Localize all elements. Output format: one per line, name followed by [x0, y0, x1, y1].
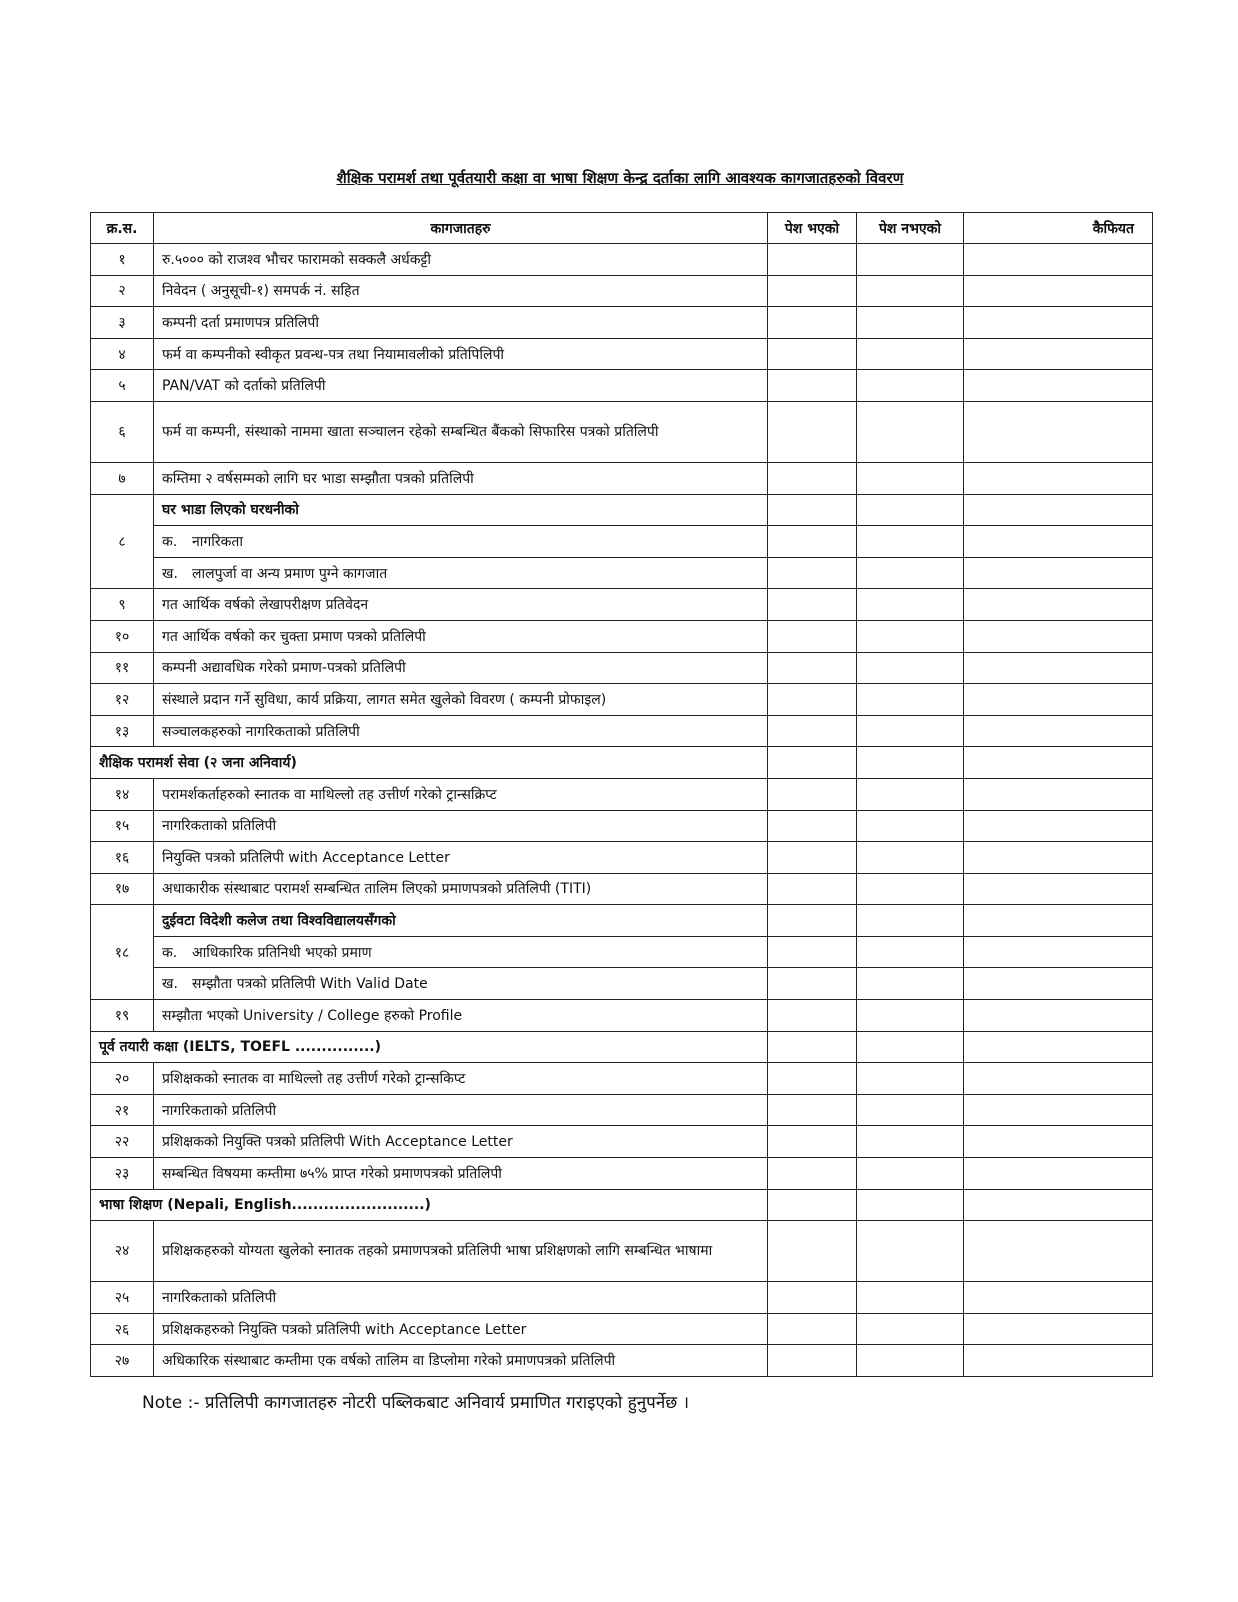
remarks-cell[interactable]	[964, 1158, 1153, 1190]
not-submitted-cell[interactable]	[857, 494, 964, 526]
row-sn: २४	[91, 1221, 154, 1282]
table-row	[91, 1158, 1153, 1190]
not-submitted-cell[interactable]	[857, 684, 964, 716]
remarks-cell[interactable]	[964, 652, 1153, 684]
subrow-document	[154, 557, 768, 589]
row-document: सम्झौता भएको University / College हरुको Profile	[154, 1000, 768, 1032]
not-submitted-cell[interactable]	[857, 307, 964, 339]
not-submitted-cell[interactable]	[857, 1158, 964, 1190]
not-submitted-cell[interactable]	[857, 842, 964, 874]
header-remarks: कैफियत	[964, 213, 1153, 244]
not-submitted-cell[interactable]	[857, 936, 964, 968]
row-sn: १६	[91, 842, 154, 874]
row-document: अधिकारिक संस्थाबाट कम्तीमा एक वर्षको तालिम वा डिप्लोमा गरेको प्रमाणपत्रको प्रतिलिपी	[154, 1345, 768, 1377]
row-document: प्रशिक्षकहरुको नियुक्ति पत्रको प्रतिलिपी with Acceptance Letter	[154, 1313, 768, 1345]
not-submitted-cell[interactable]	[857, 620, 964, 652]
remarks-cell[interactable]	[964, 905, 1153, 937]
table-row	[91, 842, 1153, 874]
table-subrow	[91, 557, 1153, 589]
row-sn: ७	[91, 462, 154, 494]
remarks-cell[interactable]	[964, 1221, 1153, 1282]
row-sn: २०	[91, 1063, 154, 1095]
table-row	[91, 338, 1153, 370]
row-document: नियुक्ति पत्रको प्रतिलिपी with Acceptance Letter	[154, 842, 768, 874]
subrow-document	[154, 968, 768, 1000]
submitted-cell[interactable]	[768, 842, 857, 874]
remarks-cell[interactable]	[964, 873, 1153, 905]
remarks-cell[interactable]	[964, 557, 1153, 589]
sub-text: लालपुर्जा वा अन्य प्रमाण पुग्ने कागजात	[192, 565, 388, 582]
row-document: फर्म वा कम्पनी, संस्थाको नाममा खाता सञ्चालन रहेको सम्बन्धित बैंकको सिफारिस पत्रको प्रतिलिपी	[154, 401, 768, 462]
row-sn: २१	[91, 1094, 154, 1126]
row-document: गत आर्थिक वर्षको लेखापरीक्षण प्रतिवेदन	[154, 589, 768, 621]
not-submitted-cell[interactable]	[857, 747, 964, 779]
submitted-cell[interactable]	[768, 494, 857, 526]
remarks-cell[interactable]	[964, 338, 1153, 370]
table-row	[91, 1282, 1153, 1314]
remarks-cell[interactable]	[964, 589, 1153, 621]
sub-text: आधिकारिक प्रतिनिधी भएको प्रमाण	[192, 944, 372, 961]
remarks-cell[interactable]	[964, 370, 1153, 402]
row-document: नागरिकताको प्रतिलिपी	[154, 1282, 768, 1314]
sub-text: सम्झौता पत्रको प्रतिलिपी With Valid Date	[192, 976, 428, 993]
row-sn: ९	[91, 589, 154, 621]
table-header-row	[91, 213, 1153, 244]
submitted-cell[interactable]	[768, 652, 857, 684]
submitted-cell[interactable]	[768, 1313, 857, 1345]
row-sn: १२	[91, 684, 154, 716]
sub-mark: ख.	[162, 976, 178, 993]
table-row	[91, 401, 1153, 462]
table-row	[91, 810, 1153, 842]
table-row	[91, 1126, 1153, 1158]
table-row	[91, 1221, 1153, 1282]
submitted-cell[interactable]	[768, 557, 857, 589]
row-document: रु.५००० को राजश्व भौचर फारामको सक्कलै अर्धकट्टी	[154, 244, 768, 276]
row-sn: १३	[91, 715, 154, 747]
submitted-cell[interactable]	[768, 1031, 857, 1063]
row-sn: ४	[91, 338, 154, 370]
remarks-cell[interactable]	[964, 1000, 1153, 1032]
remarks-cell[interactable]	[964, 778, 1153, 810]
section-row	[91, 747, 1153, 779]
header-sn: क्र.स.	[91, 213, 154, 244]
section-row	[91, 1189, 1153, 1221]
submitted-cell[interactable]	[768, 1282, 857, 1314]
subrow-document	[154, 936, 768, 968]
submitted-cell[interactable]	[768, 620, 857, 652]
submitted-cell[interactable]	[768, 1189, 857, 1221]
remarks-cell[interactable]	[964, 1313, 1153, 1345]
table-row	[91, 778, 1153, 810]
row-document: सम्बन्धित विषयमा कम्तीमा ७५% प्राप्त गरेको प्रमाणपत्रको प्रतिलिपी	[154, 1158, 768, 1190]
remarks-cell[interactable]	[964, 747, 1153, 779]
section-heading-consulting: शैक्षिक परामर्श सेवा (२ जना अनिवार्य)	[91, 747, 768, 779]
remarks-cell[interactable]	[964, 401, 1153, 462]
row-group-heading: घर भाडा लिएको घरधनीको	[154, 494, 768, 526]
remarks-cell[interactable]	[964, 494, 1153, 526]
remarks-cell[interactable]	[964, 1031, 1153, 1063]
row-sn: ११	[91, 652, 154, 684]
remarks-cell[interactable]	[964, 244, 1153, 276]
not-submitted-cell[interactable]	[857, 905, 964, 937]
table-subrow	[91, 526, 1153, 558]
table-subrow	[91, 936, 1153, 968]
row-sn: १४	[91, 778, 154, 810]
not-submitted-cell[interactable]	[857, 1126, 964, 1158]
row-group-heading: दुईवटा विदेशी कलेज तथा विश्वविद्यालयसँगको	[154, 905, 768, 937]
row-document: फर्म वा कम्पनीको स्वीकृत प्रवन्ध-पत्र तथा नियामावलीको प्रतिपिलिपी	[154, 338, 768, 370]
row-document: संस्थाले प्रदान गर्ने सुविधा, कार्य प्रक्रिया, लागत समेत खुलेको विवरण ( कम्पनी प्रोफाइल)	[154, 684, 768, 716]
remarks-cell[interactable]	[964, 1282, 1153, 1314]
not-submitted-cell[interactable]	[857, 715, 964, 747]
section-heading-language: भाषा शिक्षण (Nepali, English.........................)	[91, 1189, 768, 1221]
row-sn: ६	[91, 401, 154, 462]
submitted-cell[interactable]	[768, 684, 857, 716]
sub-mark: क.	[162, 533, 178, 550]
header-submitted: पेश भएको	[768, 213, 857, 244]
not-submitted-cell[interactable]	[857, 244, 964, 276]
section-heading-preparation: पूर्व तयारी कक्षा (IELTS, TOEFL ...............)	[91, 1031, 768, 1063]
row-document: प्रशिक्षकको स्नातक वा माथिल्लो तह उत्तीर्ण गरेको ट्रान्सकिप्ट	[154, 1063, 768, 1095]
row-sn: ३	[91, 307, 154, 339]
table-row	[91, 494, 1153, 526]
row-document: नागरिकताको प्रतिलिपी	[154, 1094, 768, 1126]
row-document: अधाकारीक संस्थाबाट परामर्श सम्बन्धित तालिम लिएको प्रमाणपत्रको प्रतिलिपी (TITI)	[154, 873, 768, 905]
submitted-cell[interactable]	[768, 905, 857, 937]
row-document: PAN/VAT को दर्ताको प्रतिलिपी	[154, 370, 768, 402]
table-row	[91, 307, 1153, 339]
table-row	[91, 462, 1153, 494]
remarks-cell[interactable]	[964, 526, 1153, 558]
not-submitted-cell[interactable]	[857, 1313, 964, 1345]
row-document: कम्तिमा २ वर्षसम्मको लागि घर भाडा सम्झौता पत्रको प्रतिलिपी	[154, 462, 768, 494]
submitted-cell[interactable]	[768, 873, 857, 905]
row-sn: १८	[91, 905, 154, 1000]
submitted-cell[interactable]	[768, 968, 857, 1000]
submitted-cell[interactable]	[768, 1221, 857, 1282]
header-not-submitted: पेश नभएको	[857, 213, 964, 244]
row-sn: २७	[91, 1345, 154, 1377]
row-sn: १७	[91, 873, 154, 905]
remarks-cell[interactable]	[964, 1345, 1153, 1377]
remarks-cell[interactable]	[964, 1063, 1153, 1095]
remarks-cell[interactable]	[964, 307, 1153, 339]
header-documents: कागजातहरु	[154, 213, 768, 244]
submitted-cell[interactable]	[768, 307, 857, 339]
not-submitted-cell[interactable]	[857, 1189, 964, 1221]
table-row	[91, 1313, 1153, 1345]
submitted-cell[interactable]	[768, 338, 857, 370]
row-sn: ८	[91, 494, 154, 589]
not-submitted-cell[interactable]	[857, 401, 964, 462]
not-submitted-cell[interactable]	[857, 1094, 964, 1126]
remarks-cell[interactable]	[964, 620, 1153, 652]
submitted-cell[interactable]	[768, 747, 857, 779]
submitted-cell[interactable]	[768, 1000, 857, 1032]
row-document: गत आर्थिक वर्षको कर चुक्ता प्रमाण पत्रको प्रतिलिपी	[154, 620, 768, 652]
table-subrow	[91, 968, 1153, 1000]
remarks-cell[interactable]	[964, 810, 1153, 842]
submitted-cell[interactable]	[768, 936, 857, 968]
row-sn: ५	[91, 370, 154, 402]
not-submitted-cell[interactable]	[857, 1345, 964, 1377]
not-submitted-cell[interactable]	[857, 1031, 964, 1063]
table-row	[91, 684, 1153, 716]
table-row	[91, 620, 1153, 652]
submitted-cell[interactable]	[768, 715, 857, 747]
submitted-cell[interactable]	[768, 1345, 857, 1377]
footer-note: Note :- प्रतिलिपी कागजातहरु नोटरी पब्लिकबाट अनिवार्य प्रमाणित गराइएको हुनुपर्नेछ ।	[142, 1393, 690, 1413]
row-document: निवेदन ( अनुसूची-१) समपर्क नं. सहित	[154, 275, 768, 307]
row-document: कम्पनी अद्यावधिक गरेको प्रमाण-पत्रको प्रतिलिपी	[154, 652, 768, 684]
table-row	[91, 715, 1153, 747]
sub-mark: क.	[162, 944, 178, 961]
table-row	[91, 275, 1153, 307]
row-sn: १०	[91, 620, 154, 652]
remarks-cell[interactable]	[964, 936, 1153, 968]
submitted-cell[interactable]	[768, 778, 857, 810]
page-title: शैक्षिक परामर्श तथा पूर्वतयारी कक्षा वा भाषा शिक्षण केन्द्र दर्ताका लागि आवश्यक कागजातहरुको विवरण	[336, 169, 904, 187]
remarks-cell[interactable]	[964, 968, 1153, 1000]
row-sn: २३	[91, 1158, 154, 1190]
submitted-cell[interactable]	[768, 370, 857, 402]
not-submitted-cell[interactable]	[857, 810, 964, 842]
row-document: कम्पनी दर्ता प्रमाणपत्र प्रतिलिपी	[154, 307, 768, 339]
remarks-cell[interactable]	[964, 1189, 1153, 1221]
row-sn: २	[91, 275, 154, 307]
table-row	[91, 589, 1153, 621]
not-submitted-cell[interactable]	[857, 275, 964, 307]
table-row	[91, 1063, 1153, 1095]
sub-mark: ख.	[162, 565, 178, 582]
remarks-cell[interactable]	[964, 275, 1153, 307]
table-row	[91, 1000, 1153, 1032]
not-submitted-cell[interactable]	[857, 1063, 964, 1095]
section-row	[91, 1031, 1153, 1063]
submitted-cell[interactable]	[768, 1158, 857, 1190]
submitted-cell[interactable]	[768, 1094, 857, 1126]
submitted-cell[interactable]	[768, 1063, 857, 1095]
not-submitted-cell[interactable]	[857, 873, 964, 905]
row-document: सञ्चालकहरुको नागरिकताको प्रतिलिपी	[154, 715, 768, 747]
row-sn: २५	[91, 1282, 154, 1314]
not-submitted-cell[interactable]	[857, 652, 964, 684]
row-sn: २६	[91, 1313, 154, 1345]
table-row	[91, 370, 1153, 402]
remarks-cell[interactable]	[964, 684, 1153, 716]
row-sn: १९	[91, 1000, 154, 1032]
submitted-cell[interactable]	[768, 810, 857, 842]
not-submitted-cell[interactable]	[857, 1221, 964, 1282]
submitted-cell[interactable]	[768, 462, 857, 494]
remarks-cell[interactable]	[964, 842, 1153, 874]
table-row	[91, 1094, 1153, 1126]
row-sn: १	[91, 244, 154, 276]
sub-text: नागरिकता	[192, 533, 243, 550]
not-submitted-cell[interactable]	[857, 370, 964, 402]
not-submitted-cell[interactable]	[857, 1282, 964, 1314]
not-submitted-cell[interactable]	[857, 557, 964, 589]
submitted-cell[interactable]	[768, 401, 857, 462]
subrow-document	[154, 526, 768, 558]
submitted-cell[interactable]	[768, 275, 857, 307]
remarks-cell[interactable]	[964, 715, 1153, 747]
row-document: प्रशिक्षकहरुको योग्यता खुलेको स्नातक तहको प्रमाणपत्रको प्रतिलिपी भाषा प्रशिक्षणको लागि सम्बन्धित भाषामा	[154, 1221, 768, 1282]
submitted-cell[interactable]	[768, 589, 857, 621]
table-row	[91, 905, 1153, 937]
table-row	[91, 873, 1153, 905]
remarks-cell[interactable]	[964, 462, 1153, 494]
remarks-cell[interactable]	[964, 1126, 1153, 1158]
not-submitted-cell[interactable]	[857, 1000, 964, 1032]
not-submitted-cell[interactable]	[857, 968, 964, 1000]
row-document: नागरिकताको प्रतिलिपी	[154, 810, 768, 842]
not-submitted-cell[interactable]	[857, 338, 964, 370]
row-document: प्रशिक्षकको नियुक्ति पत्रको प्रतिलिपी With Acceptance Letter	[154, 1126, 768, 1158]
table-row	[91, 652, 1153, 684]
table-row	[91, 244, 1153, 276]
row-sn: १५	[91, 810, 154, 842]
submitted-cell[interactable]	[768, 1126, 857, 1158]
submitted-cell[interactable]	[768, 244, 857, 276]
not-submitted-cell[interactable]	[857, 462, 964, 494]
row-sn: २२	[91, 1126, 154, 1158]
not-submitted-cell[interactable]	[857, 526, 964, 558]
table-row	[91, 1345, 1153, 1377]
not-submitted-cell[interactable]	[857, 589, 964, 621]
not-submitted-cell[interactable]	[857, 778, 964, 810]
submitted-cell[interactable]	[768, 526, 857, 558]
remarks-cell[interactable]	[964, 1094, 1153, 1126]
documents-table	[90, 212, 1153, 1377]
row-document: परामर्शकर्ताहरुको स्नातक वा माथिल्लो तह उत्तीर्ण गरेको ट्रान्सक्रिप्ट	[154, 778, 768, 810]
